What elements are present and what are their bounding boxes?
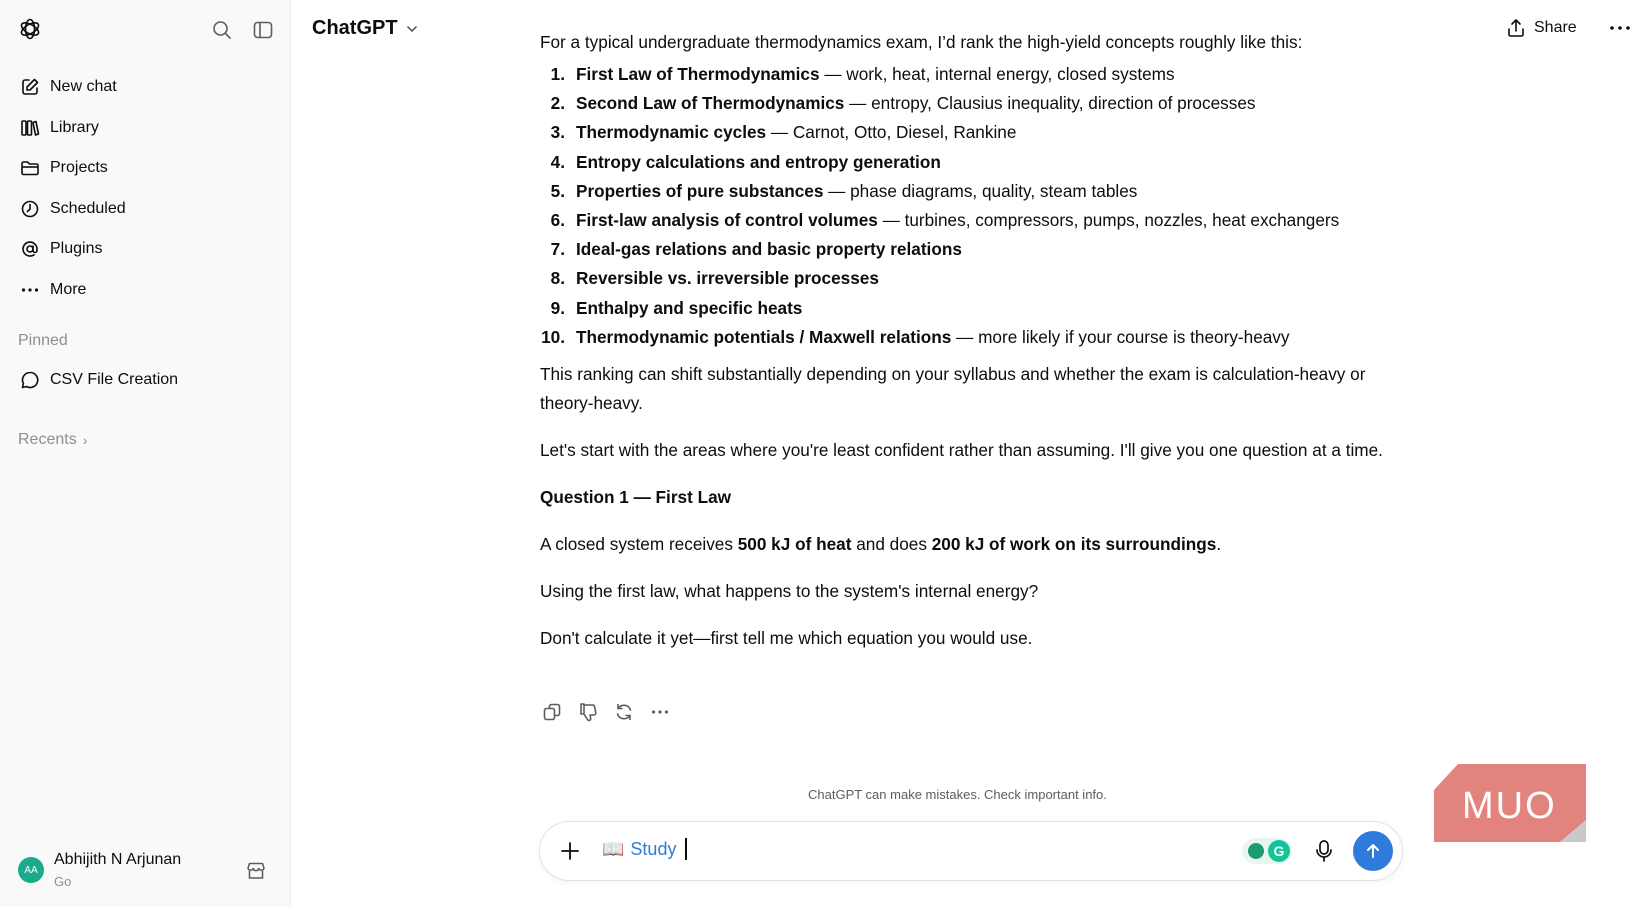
text-caret: [685, 838, 687, 860]
question-hint: Don't calculate it yet—first tell me which equation you would use.: [540, 627, 1033, 648]
sidebar-item-label: Scheduled: [50, 199, 126, 217]
message-actions: [540, 700, 684, 724]
sidebar-nav: [12, 67, 279, 310]
list-item: [540, 89, 1408, 118]
concept-title: Enthalpy and specific heats: [576, 297, 803, 318]
user-profile[interactable]: [18, 848, 273, 888]
share-label: Share: [1534, 19, 1577, 36]
recents-section-toggle[interactable]: [18, 431, 87, 449]
assistant-message: [540, 28, 1408, 653]
list-number: 8.: [550, 268, 565, 289]
lightbulb-icon: [1248, 843, 1264, 859]
list-number: 9.: [550, 297, 565, 318]
question-work-value: 200 kJ of work on its surroundings: [931, 533, 1217, 554]
study-tool-chip[interactable]: [602, 838, 687, 860]
thumbs-down-icon[interactable]: [576, 700, 600, 724]
pinned-section-label: Pinned: [18, 332, 68, 349]
concept-title: Properties of pure substances: [576, 180, 824, 201]
concept-title: Ideal-gas relations and basic property relations: [576, 239, 962, 260]
sidebar-item-new-chat[interactable]: [12, 67, 279, 108]
start-note: Let's start with the areas where you're least confident rather than assuming. I'll give you one question at a time.: [540, 439, 1383, 460]
library-icon: [19, 117, 41, 139]
sidebar-item-more[interactable]: [12, 270, 279, 311]
openai-logo-icon[interactable]: [18, 17, 42, 41]
concept-detail: — more likely if your course is theory-heavy: [951, 326, 1290, 347]
shop-icon[interactable]: [245, 860, 267, 882]
more-icon[interactable]: [648, 700, 672, 724]
sidebar-item-library[interactable]: [12, 108, 279, 149]
concept-title: Second Law of Thermodynamics: [576, 93, 845, 114]
list-item: [540, 60, 1408, 89]
sidebar-item-label: Plugins: [50, 240, 103, 258]
list-item: [540, 294, 1408, 323]
study-tool-label: Study: [630, 838, 677, 859]
regenerate-icon[interactable]: [612, 700, 636, 724]
chevron-down-icon: [405, 22, 419, 36]
concept-title: Thermodynamic cycles: [576, 122, 767, 143]
list-item: [540, 235, 1408, 264]
concept-list: [540, 60, 1408, 352]
chevron-right-icon: ›: [82, 432, 88, 448]
arrow-up-icon: [1363, 841, 1383, 861]
question-text-part: and does: [851, 533, 932, 554]
sidebar-item-label: Projects: [50, 159, 108, 177]
pinned-chat-label: CSV File Creation: [50, 371, 179, 388]
list-number: 2.: [550, 93, 565, 114]
microphone-icon[interactable]: [1312, 838, 1336, 864]
pinned-chat-item[interactable]: [12, 363, 279, 397]
concept-detail: — work, heat, internal energy, closed systems: [819, 64, 1175, 84]
list-number: 5.: [550, 180, 565, 201]
concept-detail: — turbines, compressors, pumps, nozzles, heat exchangers: [877, 209, 1340, 230]
concept-title: Reversible vs. irreversible processes: [576, 268, 879, 289]
sidebar-item-projects[interactable]: [12, 148, 279, 189]
book-icon: 📖: [602, 838, 625, 859]
concept-detail: — phase diagrams, quality, steam tables: [823, 180, 1138, 201]
concept-title: Entropy calculations and entropy generation: [576, 151, 941, 172]
share-button[interactable]: [1506, 18, 1577, 38]
question-heat-value: 500 kJ of heat: [737, 533, 852, 554]
grammarly-extension[interactable]: [1242, 838, 1292, 864]
question-text-part: A closed system receives: [540, 533, 738, 554]
list-number: 7.: [550, 239, 565, 260]
ranking-note: This ranking can shift substantially depending on your syllabus and whether the exam is calculation-heavy or theory-heavy.: [540, 363, 1366, 413]
folder-icon: [19, 157, 41, 179]
avatar: AA: [18, 857, 44, 883]
sidebar-item-label: Library: [50, 118, 99, 136]
sidebar: [0, 0, 291, 907]
sidebar-toggle-icon[interactable]: [252, 19, 274, 41]
concept-title: First-law analysis of control volumes: [576, 209, 878, 230]
model-selector[interactable]: [312, 17, 419, 40]
more-icon: [19, 279, 41, 301]
at-icon: [19, 238, 41, 260]
copy-icon[interactable]: [540, 700, 564, 724]
list-item: [540, 118, 1408, 147]
sidebar-top: [18, 17, 273, 43]
muo-watermark-text: MUO: [1462, 785, 1557, 827]
search-icon[interactable]: [211, 19, 233, 41]
message-intro: For a typical undergraduate thermodynamics exam, I’d rank the high-yield concepts roughly like this:: [540, 32, 1303, 52]
concept-detail: — entropy, Clausius inequality, direction of processes: [844, 93, 1256, 114]
plus-icon[interactable]: [558, 839, 582, 863]
recents-label: Recents: [18, 431, 77, 448]
chat-bubble-icon: [19, 369, 41, 391]
user-plan: Go: [54, 874, 72, 889]
list-item: [540, 264, 1408, 293]
concept-title: Thermodynamic potentials / Maxwell relations: [576, 326, 952, 347]
model-name: ChatGPT: [312, 17, 398, 39]
list-number: 3.: [550, 122, 565, 143]
disclaimer: ChatGPT can make mistakes. Check important info.: [808, 787, 1107, 802]
share-icon: [1506, 18, 1526, 38]
question-heading: Question 1 — First Law: [540, 486, 732, 507]
list-item: [540, 206, 1408, 235]
list-item: [540, 148, 1408, 177]
composer[interactable]: [540, 822, 1402, 880]
list-number: 10.: [541, 326, 565, 347]
sidebar-item-label: More: [50, 280, 87, 298]
grammarly-icon: G: [1268, 840, 1290, 862]
sidebar-item-label: New chat: [50, 78, 117, 96]
question-text-part: .: [1216, 533, 1222, 554]
question-text: [540, 530, 1408, 559]
clock-icon: [19, 198, 41, 220]
send-button[interactable]: [1353, 831, 1393, 871]
concept-title: First Law of Thermodynamics: [576, 64, 820, 84]
list-number: 6.: [550, 209, 565, 230]
muo-watermark-logo: [1428, 762, 1588, 844]
list-number: 1.: [550, 64, 565, 84]
list-item: [540, 177, 1408, 206]
concept-detail: — Carnot, Otto, Diesel, Rankine: [766, 122, 1017, 143]
list-number: 4.: [550, 151, 565, 172]
sidebar-item-plugins[interactable]: [12, 229, 279, 270]
list-item: [540, 323, 1408, 352]
user-name: Abhijith N Arjunan: [54, 851, 182, 868]
question-ask: Using the first law, what happens to the system's internal energy?: [540, 580, 1039, 601]
edit-icon: [19, 76, 41, 98]
sidebar-item-scheduled[interactable]: [12, 189, 279, 230]
more-icon[interactable]: [1608, 18, 1632, 38]
